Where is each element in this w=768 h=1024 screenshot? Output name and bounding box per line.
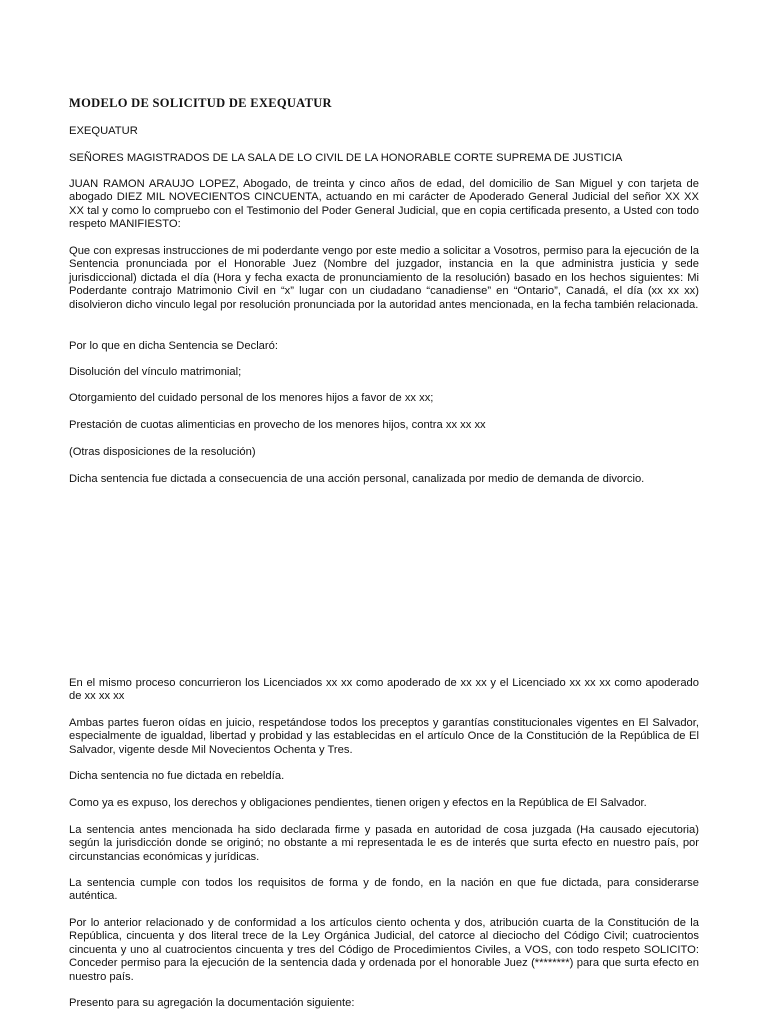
paragraph-item-custody: Otorgamiento del cuidado personal de los menores hijos a favor de xx xx; <box>69 392 434 404</box>
paragraph-res-judicata: La sentencia antes mencionada ha sido declarada firme y pasada en autoridad de cosa juzgada (Ha causado ejecutoria) según la jurisdicción donde se originó; no obstante a mi representada le es de interés que surta efecto en nuestro país, por circunstancias económicas y jurídicas. <box>69 824 699 863</box>
paragraph-item-other: (Otras disposiciones de la resolución) <box>69 446 256 458</box>
paragraph-heading-exequatur: EXEQUATUR <box>69 125 138 137</box>
document-title: MODELO DE SOLICITUD DE EXEQUATUR <box>69 96 332 110</box>
paragraph-item-dissolution: Disolución del vínculo matrimonial; <box>69 366 242 378</box>
paragraph-request-facts: Que con expresas instrucciones de mi poderdante vengo por este medio a solicitar a Vosotros, permiso para la ejecución de la Sentencia pronunciada por el Honorable Juez (Nombre del juzgador, instancia en la que administra justicia y sede jurisdiccional) dictada el día (Hora y fecha exacta de pronunciamiento de la resolución) basado en los hechos siguientes: Mi Poderdante contrajo Matrimonio Civil en “x” lugar con un ciudadano “canadiense” en “Ontario”, Canadá, el día (xx xx xx) disolvieron dicho vinculo legal por resolución pronunciada por la autoridad antes mencionada, en la fecha también relacionada. <box>69 245 699 311</box>
paragraph-requirements: La sentencia cumple con todos los requisitos de forma y de fondo, en la nación en que fue dictada, para considerarse auténtica. <box>69 877 699 903</box>
paragraph-introduction: JUAN RAMON ARAUJO LOPEZ, Abogado, de treinta y cinco años de edad, del domicilio de San Miguel y con tarjeta de abogado DIEZ MIL NOVECIENTOS CINCUENTA, actuando en mi carácter de Apoderado General Judicial del señor XX XX XX tal y como lo compruebo con el Testimonio del Poder General Judicial, que en copia certificada presento, a Usted con todo respeto MANIFIESTO: <box>69 178 699 231</box>
paragraph-documentation: Presento para su agregación la documentación siguiente: <box>69 997 355 1009</box>
paragraph-item-alimony: Prestación de cuotas alimenticias en provecho de los menores hijos, contra xx xx xx <box>69 419 486 431</box>
paragraph-declared: Por lo que en dicha Sentencia se Declaró: <box>69 340 278 352</box>
paragraph-addressee: SEÑORES MAGISTRADOS DE LA SALA DE LO CIVIL DE LA HONORABLE CORTE SUPREMA DE JUSTICIA <box>69 152 623 164</box>
paragraph-rights-origin: Como ya es expuso, los derechos y obligaciones pendientes, tienen origen y efectos en la República de El Salvador. <box>69 797 647 809</box>
paragraph-attorneys: En el mismo proceso concurrieron los Licenciados xx xx como apoderado de xx xx y el Licenciado xx xx xx como apoderado de xx xx xx <box>69 677 699 703</box>
paragraph-legal-basis: Por lo anterior relacionado y de conformidad a los artículos ciento ochenta y dos, atribución cuarta de la Constitución de la República, cincuenta y dos literal trece de la Ley Orgánica Judicial, del catorce al dieciocho del Código Civil; cuatrocientos cincuenta y uno al cuatrocientos cincuenta y tres del Código de Procedimientos Civiles, a VOS, con todo respeto SOLICITO: Conceder permiso para la ejecución de la sentencia dada y ordenada por el honorable Juez (********) para que surta efecto en nuestro país. <box>69 917 699 983</box>
paragraph-personal-action: Dicha sentencia fue dictada a consecuencia de una acción personal, canalizada por medio de demanda de divorcio. <box>69 473 645 485</box>
paragraph-not-default: Dicha sentencia no fue dictada en rebeldía. <box>69 770 285 782</box>
paragraph-guarantees: Ambas partes fueron oídas en juicio, respetándose todos los preceptos y garantías constitucionales vigentes en El Salvador, especialmente de igualdad, libertad y probidad y las establecidas en el artículo Once de la Constitución de la República de El Salvador, vigente desde Mil Novecientos Ochenta y Tres. <box>69 717 699 756</box>
